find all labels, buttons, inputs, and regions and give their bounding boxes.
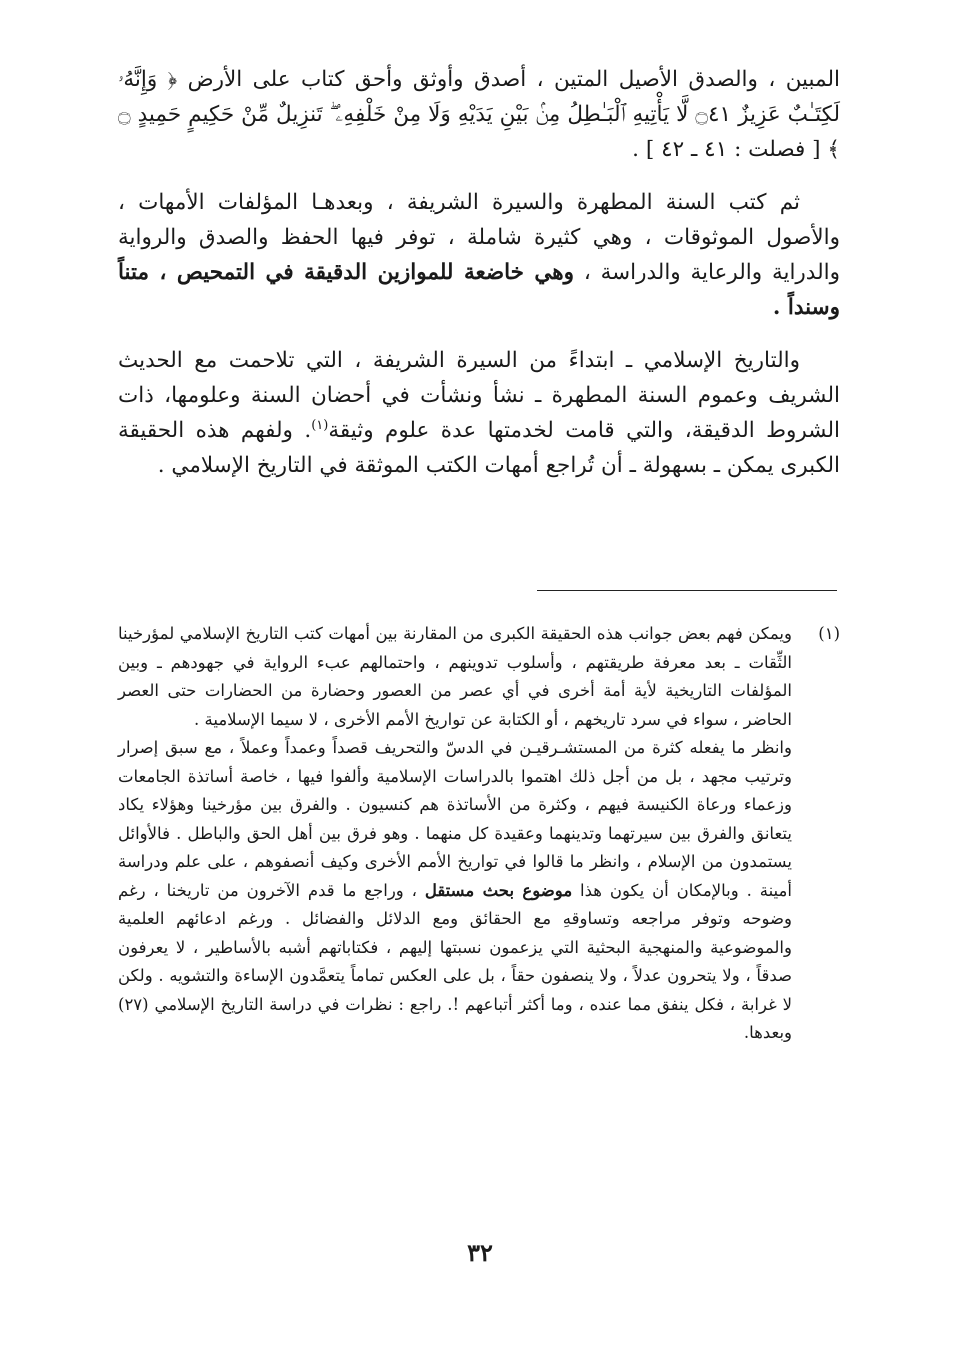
paragraph-history-text: والتاريخ الإسلامي ـ ابتداءً من السيرة الشريفة ، التي تلاحمت مع الحديث الشريف وعموم السنة المطهرة ـ نشأ ونشأت في أحضان السنة وعلومها، ذات الشروط الدقيقة، والتي قامت لخدمتها عدة علوم وثيقة bbox=[118, 348, 840, 443]
footnote-part-2 bbox=[118, 734, 792, 1048]
opening-paragraph bbox=[118, 62, 840, 167]
paragraph-sunnah-bold: وهي خاضعة للموازين الدقيقة في التمحيص ، متناً وسنداً . bbox=[118, 260, 840, 320]
quran-citation: [ فصلت : ٤١ ـ ٤٢ ] . bbox=[632, 137, 821, 162]
paragraph-history bbox=[118, 343, 840, 483]
footnote-part-2-text-after: ، وراجع ما قدم الآخرون من تاريخنا ، رغم وضوحه وتوفر مراجعه وتساوقهِ مع الحقائق ومع الدلائل والفضائل . ورغم ادعائهم العلمية والموضوعية والمنهجية البحثية التي يزعمون نسبتها إليهم ، فكتاباتهم أشبه بالأساطير ، لا يعرفون صدقاً ، ولا يتحرون عدلاً ، ولا ينصفون حقاً ، بل على العكس تماماً يتعمَّدون الإساءة والتشويه . ولكن لا غرابة ، فكل ينفق مما عنده ، وما أكثر أتباعهم !. راجع : نظرات في دراسة التاريخ الإسلامي (٢٧) وبعدها. bbox=[118, 880, 792, 1042]
footnote-separator bbox=[537, 590, 837, 591]
page-number: ٣٢ bbox=[467, 1238, 493, 1267]
footnote bbox=[118, 620, 840, 1048]
paragraph-sunnah bbox=[118, 185, 840, 325]
footnote-part-2-text: وانظر ما يفعله كثرة من المستشـرقيـن في الدسّ والتحريف قصداً وعمداً وعملاً ، مع سبق إصرار وترتيب مجهد ، بل من أجل ذلك اهتموا بالدراسات الإسلامية وألفوا فيها ، خاصة أساتذة الجامعات وزعماء ورعاة الكنيسة فيهم ، وكثرة من الأساتذة هم كنسيون . والفرق بين مؤرخينا وهؤلاء يكاد يتعانق والفرق بين سيرتهما وتدينهما وعقيدة كل منهما . وهو فرق بين أهل الحق والباطل . فالأوائل يستمدون من الإسلام ، وانظر ما قالوا في تواريخ الأمم الأخرى وكيف أنصفوهم ، على علم ودراسة أمينة . وبالإمكان أن يكون هذا bbox=[118, 738, 792, 900]
paragraph-history-text-after: . ولفهم هذه الحقيقة الكبرى يمكن ـ بسهولة ـ أن تُراجع أمهات الكتب الموثقة في التاريخ الإسلامي . bbox=[118, 418, 840, 478]
footnote-mark: (١) bbox=[818, 624, 840, 643]
footnote-reference[interactable]: (١) bbox=[311, 417, 329, 433]
main-text-block bbox=[118, 62, 840, 483]
paragraph-sunnah-text: ثم كتب السنة المطهرة والسيرة الشريفة ، وبعدهـا المؤلفات الأمهات ، والأصول الموثوقات ، وهي كثيرة شاملة ، توفر فيها الحفظ والصدق والرواية والدراية والرعاية والدراسة ، bbox=[118, 190, 840, 285]
footnote-part-2-bold: موضوع بحث مستقل bbox=[424, 880, 573, 900]
footnote-part-1: ويمكن فهم بعض جوانب هذه الحقيقة الكبرى من المقارنة بين أمهات كتب التاريخ الإسلامي لمؤرخينا الثِّقات ـ بعد معرفة طريقتهم ، وأسلوب تدوينهم ، واحتمالهم عبء الرواية في جهودهم ـ وبين المؤلفات التاريخية لأية أمة أخرى في أي عصر من العصور وحضارة من الحضارات حتى العصر الحاضر ، سواء في سرد تاريخهم ، أو الكتابة عن تواريخ الأمم الأخرى ، لا سيما الإسلامية . bbox=[118, 624, 792, 729]
opening-text: المبين ، والصدق الأصيل المتين ، أصدق وأوثق وأحق كتاب على الأرض bbox=[187, 67, 840, 92]
footnote-body bbox=[118, 620, 792, 1048]
quran-verse: ﴿ وَإِنَّهُۥ لَكِتَـٰبٌ عَزِيزٌ ۝٤١ لَّا يَأْتِيهِ ٱلْبَـٰطِلُ مِنۢ بَيْنِ يَدَيْهِ وَلَا مِنْ خَلْفِهِۦ ۖ تَنزِيلٌ مِّنْ حَكِيمٍ حَمِيدٍ ۝ ﴾ bbox=[118, 67, 841, 162]
